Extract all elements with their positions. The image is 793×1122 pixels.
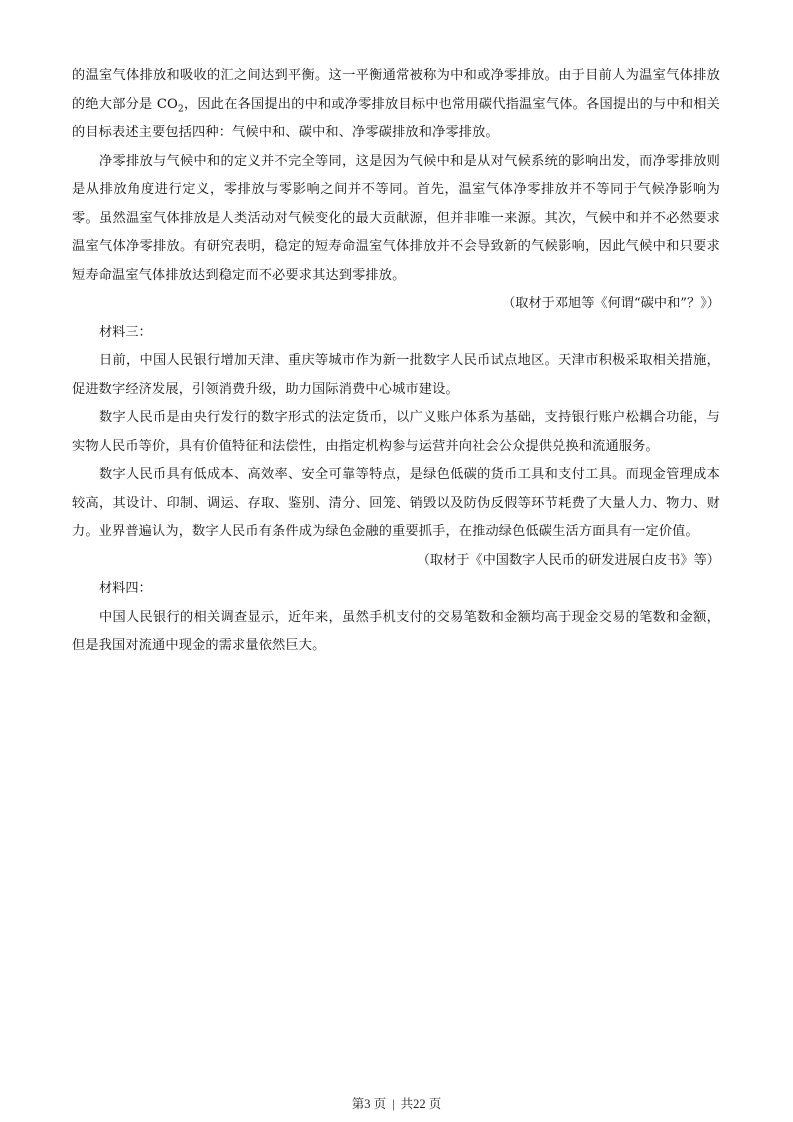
page-total: 共22 页 bbox=[400, 1097, 442, 1111]
paragraph-text: ，因此在各国提出的中和或净零排放目标中也常用碳代指温室气体。各国提出的与中和相关的目标表述主要包括四种：气候中和、碳中和、净零碳排放和净零排放。 bbox=[72, 96, 720, 140]
source-citation-2: （取材于《中国数字人民币的研发进展白皮书》等） bbox=[416, 552, 720, 568]
page-number: 第3 页 bbox=[351, 1097, 387, 1111]
paragraph-digital-rmb-pilot: 日前，中国人民银行增加天津、重庆等城市作为新一批数字人民币试点地区。天津市积极采取相关措施，促进数字经济发展，引领消费升级，助力国际消费中心城市建设。 bbox=[72, 353, 720, 397]
paragraph-digital-rmb-green: 数字人民币具有低成本、高效率、安全可靠等特点，是绿色低碳的货币工具和支付工具。而现金管理成本较高，其设计、印制、调运、存取、鉴别、清分、回笼、销毁以及防伪反假等环节耗费了大量人力、物力、财力。业界普遍认为，数字人民币有条件成为绿色金融的重要抓手，在推动绿色低碳生活方面具有一定价值。 bbox=[72, 467, 720, 539]
paragraph-text: 的温室气体排放和吸收的汇之间达到平衡。这一平衡通常被称为中和或净零排放。由于目前人为温室气体排放的绝大部分是 CO bbox=[72, 68, 720, 112]
paragraph-cash-demand: 中国人民银行的相关调查显示，近年来，虽然手机支付的交易笔数和金额均高于现金交易的笔数和金额，但是我国对流通中现金的需求量依然巨大。 bbox=[72, 609, 720, 653]
paragraph-digital-rmb-definition: 数字人民币是由央行发行的数字形式的法定货币，以广义账户体系为基础，支持银行账户松耦合功能，与实物人民币等价，具有价值特征和法偿性，由指定机构参与运营并向社会公众提供兑换和流通服务。 bbox=[72, 410, 720, 454]
subscript-two: 2 bbox=[178, 104, 184, 115]
footer-separator: | bbox=[392, 1097, 395, 1111]
paragraph-net-zero-vs-climate-neutral: 净零排放与气候中和的定义并不完全等同，这是因为气候中和是从对气候系统的影响出发，而净零排放则是从排放角度进行定义，零排放与零影响之间并不等同。首先，温室气体净零排放并不等同于气候净影响为零。虽然温室气体排放是人类活动对气候变化的最大贡献源，但并非唯一来源。其次，气候中和并不必然要求温室气体净零排放。有研究表明，稳定的短寿命温室气体排放并不会导致新的气候影响，因此气候中和只要求短寿命温室气体排放达到稳定而不必要求其达到零排放。 bbox=[72, 153, 720, 283]
material-three-heading: 材料三： bbox=[99, 324, 152, 340]
paragraph-intro-continuation bbox=[72, 62, 720, 148]
page-footer bbox=[0, 1094, 793, 1112]
material-four-heading: 材料四： bbox=[99, 581, 152, 596]
source-citation-1: （取材于邓旭等《何谓“碳中和”？》） bbox=[502, 296, 720, 311]
page-content bbox=[72, 62, 720, 661]
